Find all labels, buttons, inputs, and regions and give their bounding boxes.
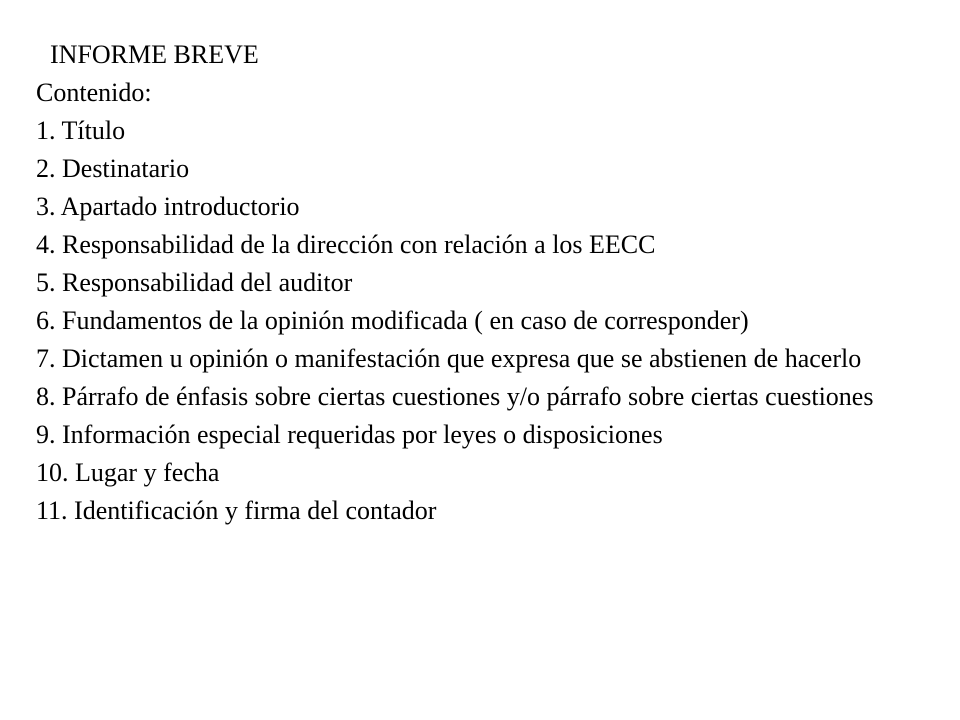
document-body [36, 36, 926, 530]
list-item: 11. Identificación y firma del contador [36, 496, 437, 525]
list-item: 8. Párrafo de énfasis sobre ciertas cuestiones y/o párrafo sobre ciertas cuestiones [36, 382, 874, 411]
list-item: 2. Destinatario [36, 154, 190, 183]
contents-heading: Contenido: [36, 78, 152, 107]
list-item: 4. Responsabilidad de la dirección con relación a los EECC [36, 230, 656, 259]
list-item: 3. Apartado introductorio [36, 192, 300, 221]
list-item: 5. Responsabilidad del auditor [36, 268, 353, 297]
list-item: 1. Título [36, 116, 126, 145]
document-title: INFORME BREVE [50, 40, 259, 69]
contents-list [36, 112, 926, 530]
list-item: 6. Fundamentos de la opinión modificada ( en caso de corresponder) [36, 306, 749, 335]
list-item: 9. Información especial requeridas por leyes o disposiciones [36, 420, 663, 449]
list-item: 7. Dictamen u opinión o manifestación que expresa que se abstienen de hacerlo [36, 344, 862, 373]
list-item: 10. Lugar y fecha [36, 458, 220, 487]
